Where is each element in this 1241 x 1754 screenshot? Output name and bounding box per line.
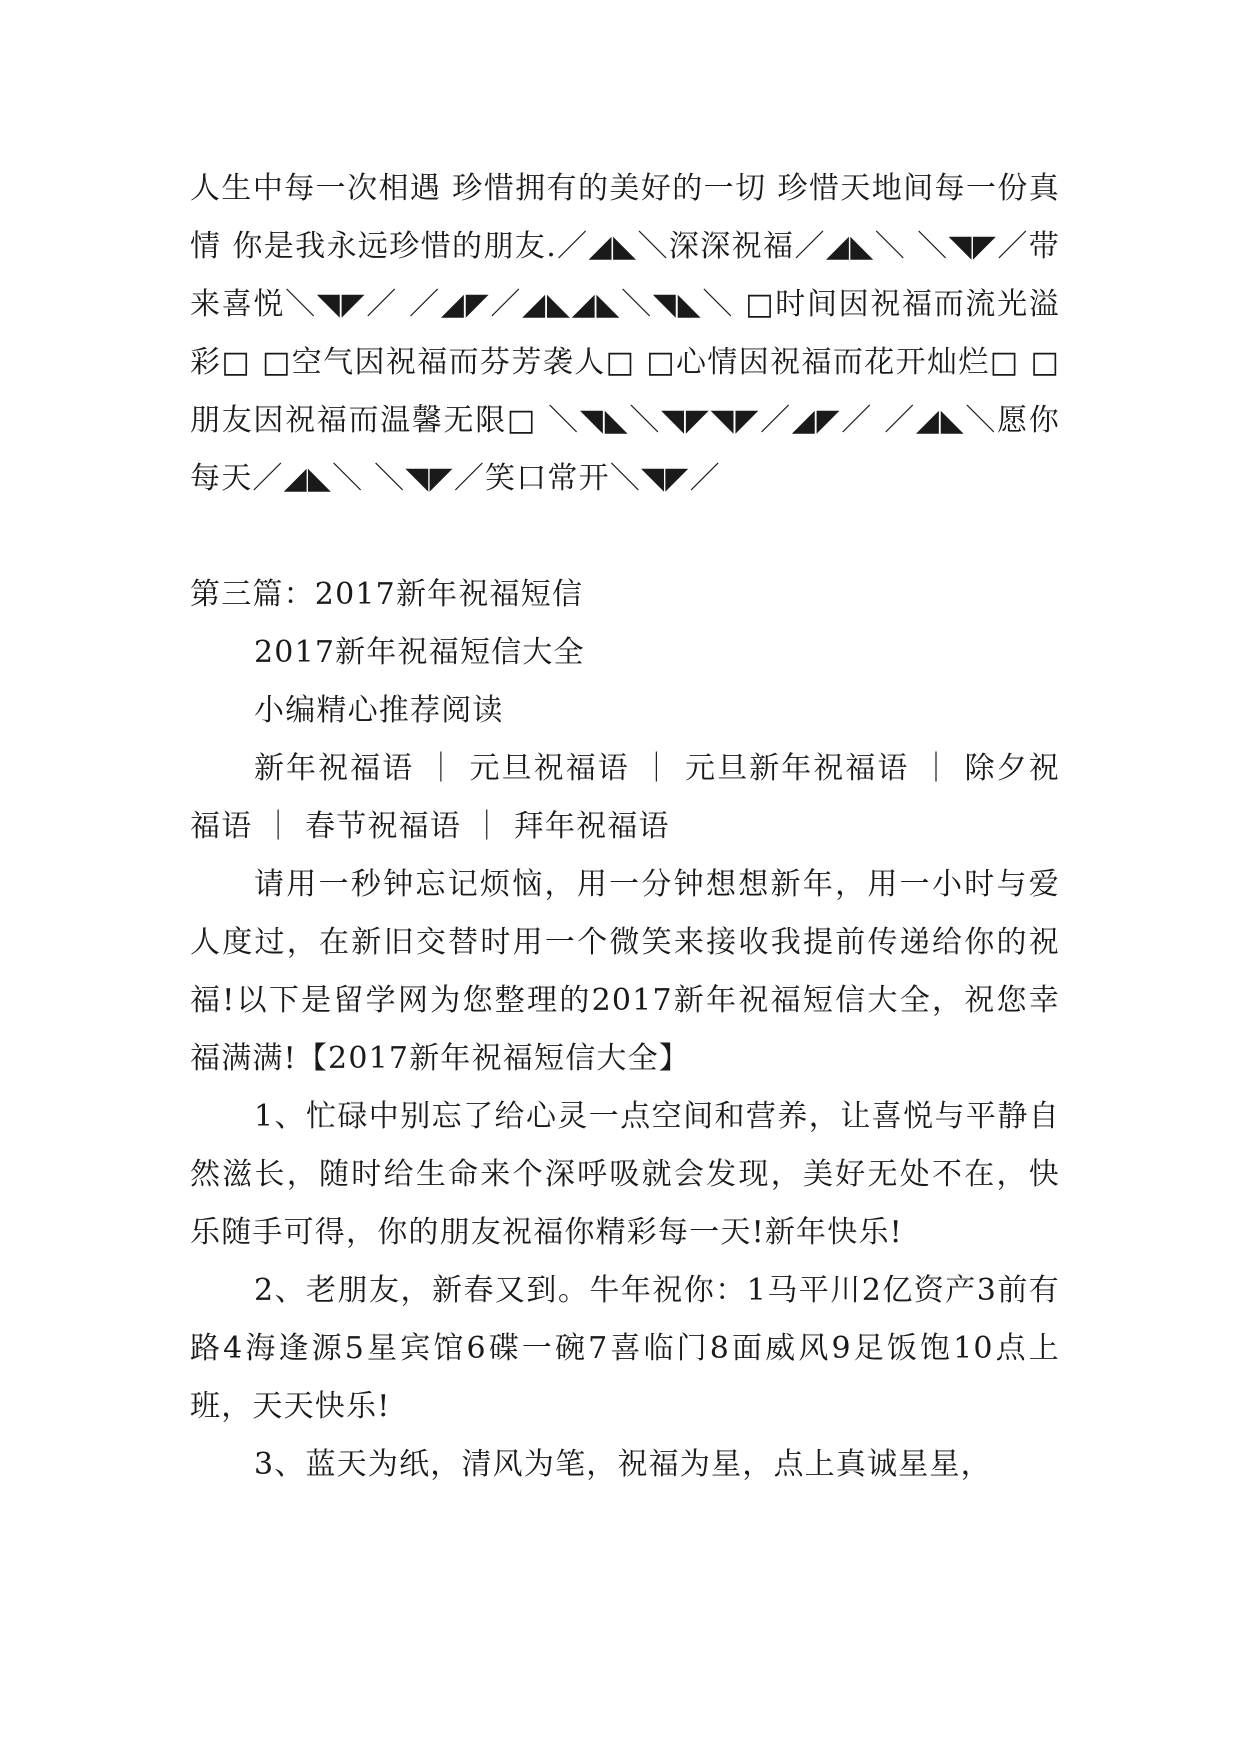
list-item: 3、蓝天为纸，清风为笔，祝福为星，点上真诚星星， <box>254 1447 992 1482</box>
lead-paragraph: 请用一秒钟忘记烦恼，用一分钟想想新年，用一小时与爱人度过，在新旧交替时用一个微笑来接收我提前传递给你的祝福!以下是留学网为您整理的2017新年祝福短信大全，祝您幸福满满!【2017新年祝福短信大全】 <box>190 867 1060 1076</box>
section-spacer <box>190 508 1060 566</box>
recommend-label: 小编精心推荐阅读 <box>254 693 504 728</box>
intro-paragraph: 人生中每一次相遇 珍惜拥有的美好的一切 珍惜天地间每一份真情 你是我永远珍惜的朋友.／◢◣＼深深祝福／◢◣＼ ＼◥◤／带来喜悦＼◥◤／ ／◢◤／◢◣◢◣＼◥◣＼ □时间因祝福而流光溢彩□ □空气因祝福而芬芳袭人□ □心情因祝福而花开灿烂□ □朋友因祝福而温馨无限□ ＼◥◣＼◥◤◥◤／◢◤／ ／◢◣＼愿你每天／◢◣＼ ＼◥◤／笑口常开＼◥◤／ <box>190 171 1060 496</box>
list-item: 1、忙碌中别忘了给心灵一点空间和营养，让喜悦与平静自然滋长，随时给生命来个深呼吸就会发现，美好无处不在，快乐随手可得，你的朋友祝福你精彩每一天!新年快乐! <box>190 1099 1060 1250</box>
document-page <box>190 160 1060 1494</box>
list-item: 2、老朋友，新春又到。牛年祝你：1马平川2亿资产3前有路4海逢源5星宾馆6碟一碗7喜临门8面威风9足饭饱10点上班，天天快乐! <box>190 1273 1060 1424</box>
recommend-links: 新年祝福语 ｜ 元旦祝福语 ｜ 元旦新年祝福语 ｜ 除夕祝福语 ｜ 春节祝福语 ｜ 拜年祝福语 <box>190 751 1060 844</box>
article-title: 2017新年祝福短信大全 <box>254 635 585 670</box>
section-heading: 第三篇：2017新年祝福短信 <box>190 577 584 612</box>
